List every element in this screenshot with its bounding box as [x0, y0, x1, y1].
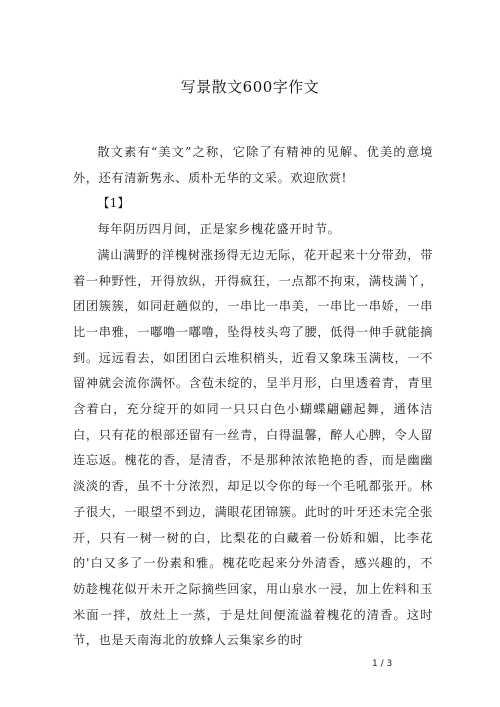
paragraph-opening: 每年阴历四月间，正是家乡槐花盛开时节。: [97, 222, 341, 237]
page-number: 1 / 3: [372, 659, 393, 669]
document-title: 写景散文600字作文: [180, 78, 320, 96]
section-marker: 【1】: [97, 196, 130, 211]
document-body: [73, 140, 433, 654]
paragraph-main: 满山满野的洋槐树涨扬得无边无际，花开起来十分带劲，带着一种野性，开得放纵，开得疯狂，一点都不拘束，满枝满丫，团团簇簇，如同赶趟似的，一串比一串美，一串比一串娇，一串比一串雅，一嘟噜一嘟噜，坠得枝头弯了腰，低得一伸手就能摘到。远远看去，如团团白云堆积梢头，近看又象珠玉满枝，一不留神就会流你满怀。含苞未绽的，呈半月形，白里透着青，青里含着白，充分绽开的如同一只只白色小蝴蝶翩翩起舞，通体洁白，只有花的根部还留有一丝青，白得温馨，醉人心脾，令人留连忘返。槐花的香，是清香，不是那种浓浓艳艳的香，而是幽幽淡淡的香，虽不十分浓烈，却足以令你的每一个毛吼都张开。林子很大，一眼望不到边，满眼花团锦簇。此时的叶牙还未完全张开，只有一树一树的白，比梨花的白藏着一份娇和媚，比李花的'白又多了一份素和雅。槐花吃起来分外清香，感兴趣的，不妨趁槐花似开未开之际摘些回家，用山泉水一浸，加上佐料和玉米面一拌，放灶上一蒸，于是灶间便流溢着槐花的清香。这时节，也是天南海北的放蜂人云集家乡的时: [73, 247, 433, 648]
paragraph-intro: 散文素有“美文”之称，它除了有精神的见解、优美的意境外，还有清新隽永、质朴无华的文采。欢迎欣赏!: [73, 145, 433, 185]
